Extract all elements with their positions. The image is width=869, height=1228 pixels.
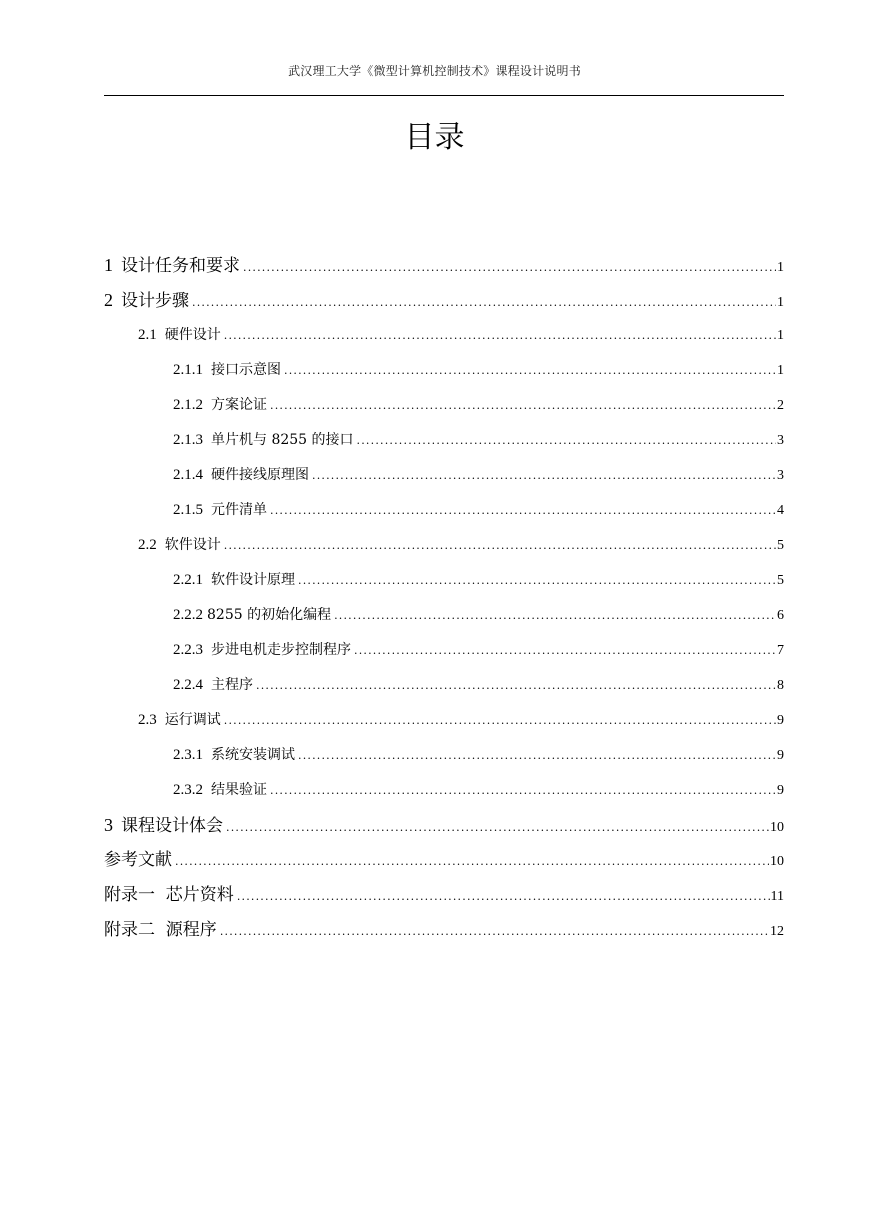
toc-entry-page: 1: [777, 328, 784, 343]
toc-entry-page: 9: [777, 783, 784, 798]
toc-entry-page: 3: [777, 468, 784, 483]
dot-leader: [220, 914, 769, 949]
toc-entry-2-2-2[interactable]: [104, 598, 784, 633]
toc-entry-3[interactable]: [104, 808, 784, 843]
toc-entry-page: 3: [777, 433, 784, 448]
toc-entry-number: 2: [104, 290, 113, 310]
dot-leader: [284, 353, 776, 388]
toc-entry-title: 软件设计: [164, 537, 221, 553]
dot-leader: [298, 563, 776, 598]
toc-entry-title: 课程设计体会: [121, 816, 223, 836]
toc-entry-title: 结果验证: [211, 782, 267, 798]
toc-entry-2-1-2[interactable]: [104, 388, 784, 423]
toc-entry-2-1-4[interactable]: [104, 458, 784, 493]
toc-entry-number: 2.1.2: [173, 397, 203, 413]
toc-entry-2-1-3[interactable]: [104, 423, 784, 458]
toc-entry-page: 12: [770, 924, 784, 939]
dot-leader: [224, 528, 776, 563]
toc-entry-number: 2.1.4: [173, 467, 203, 483]
dot-leader: [354, 633, 776, 668]
toc-entry-title: 软件设计原理: [211, 572, 295, 588]
toc-entry-title: 附录二 源程序: [104, 920, 217, 940]
toc-entry-title: 元件清单: [211, 502, 267, 518]
dot-leader: [256, 668, 776, 703]
dot-leader: [175, 844, 769, 879]
toc-entry-2-3-1[interactable]: [104, 738, 784, 773]
toc-entry-number: 2.3: [138, 712, 157, 728]
toc-entry-title: 硬件设计: [164, 327, 221, 343]
toc-entry-title: 硬件接线原理图: [211, 467, 309, 483]
toc-entry-2-1-1[interactable]: [104, 353, 784, 388]
table-of-contents: [104, 248, 784, 948]
toc-entry-page: 9: [777, 748, 784, 763]
toc-entry-page: 1: [777, 260, 784, 275]
dot-leader: [357, 423, 776, 458]
toc-entry-number: 2.2.1: [173, 572, 203, 588]
running-header: 武汉理工大学《微型计算机控制技术》课程设计说明书: [288, 64, 581, 78]
toc-entry-2-2[interactable]: [104, 528, 784, 563]
dot-leader: [192, 285, 776, 320]
toc-title: 目录: [404, 120, 465, 155]
toc-entry-page: 11: [770, 889, 784, 904]
toc-entry-2-2-3[interactable]: [104, 633, 784, 668]
toc-entry-2-3-2[interactable]: [104, 773, 784, 808]
toc-entry-page: 7: [777, 643, 784, 658]
toc-entry-title: 主程序: [211, 677, 253, 693]
dot-leader: [312, 458, 776, 493]
toc-entry-number: 2.2: [138, 537, 157, 553]
toc-entry-page: 6: [777, 608, 784, 623]
toc-entry-2-2-4[interactable]: [104, 668, 784, 703]
toc-entry-2[interactable]: [104, 283, 784, 318]
toc-entry-number: 2.3.1: [173, 747, 203, 763]
toc-entry-page: 2: [777, 398, 784, 413]
dot-leader: [270, 388, 776, 423]
toc-entry-1[interactable]: [104, 248, 784, 283]
dot-leader: [270, 493, 776, 528]
toc-entry-page: 5: [777, 573, 784, 588]
toc-entry-page: 10: [770, 854, 784, 869]
dot-leader: [298, 738, 776, 773]
toc-entry-title: 单片机与 8255 的接口: [211, 432, 354, 448]
toc-entry-title: 接口示意图: [211, 362, 281, 378]
toc-entry-title: 附录一 芯片资料: [104, 885, 234, 905]
toc-entry-title: 系统安装调试: [211, 747, 295, 763]
toc-entry-title: 参考文献: [104, 850, 172, 870]
toc-entry-appendix-2[interactable]: [104, 913, 784, 948]
toc-entry-2-1[interactable]: [104, 318, 784, 353]
toc-entry-number: 2.1.1: [173, 362, 203, 378]
dot-leader: [334, 598, 776, 633]
header-rule: [104, 95, 784, 96]
toc-entry-page: 1: [777, 295, 784, 310]
dot-leader: [226, 810, 769, 845]
toc-entry-number: 2.3.2: [173, 782, 203, 798]
dot-leader: [224, 318, 776, 353]
dot-leader: [237, 879, 770, 914]
dot-leader: [224, 703, 776, 738]
toc-entry-page: 9: [777, 713, 784, 728]
toc-entry-number: 2.1.5: [173, 502, 203, 518]
toc-entry-page: 4: [777, 503, 784, 518]
toc-entry-number: 1: [104, 255, 113, 275]
toc-entry-2-1-5[interactable]: [104, 493, 784, 528]
toc-entry-appendix-1[interactable]: [104, 878, 784, 913]
toc-entry-number: 2.2.2: [173, 607, 203, 623]
toc-entry-title: 设计任务和要求: [121, 256, 240, 276]
dot-leader: [243, 250, 776, 285]
toc-entry-2-3[interactable]: [104, 703, 784, 738]
toc-entry-number: 3: [104, 815, 113, 835]
toc-entry-title: 设计步骤: [121, 291, 189, 311]
toc-entry-2-2-1[interactable]: [104, 563, 784, 598]
toc-entry-title: 方案论证: [211, 397, 267, 413]
toc-entry-number: 2.1: [138, 327, 157, 343]
toc-entry-references[interactable]: [104, 843, 784, 878]
toc-entry-page: 5: [777, 538, 784, 553]
toc-entry-title: 步进电机走步控制程序: [211, 642, 351, 658]
toc-entry-number: 2.2.3: [173, 642, 203, 658]
toc-entry-page: 8: [777, 678, 784, 693]
toc-entry-title: 8255 的初始化编程: [207, 607, 332, 623]
dot-leader: [270, 773, 776, 808]
toc-entry-number: 2.1.3: [173, 432, 203, 448]
toc-entry-page: 10: [770, 820, 784, 835]
toc-entry-title: 运行调试: [164, 712, 221, 728]
toc-entry-number: 2.2.4: [173, 677, 203, 693]
toc-entry-page: 1: [777, 363, 784, 378]
